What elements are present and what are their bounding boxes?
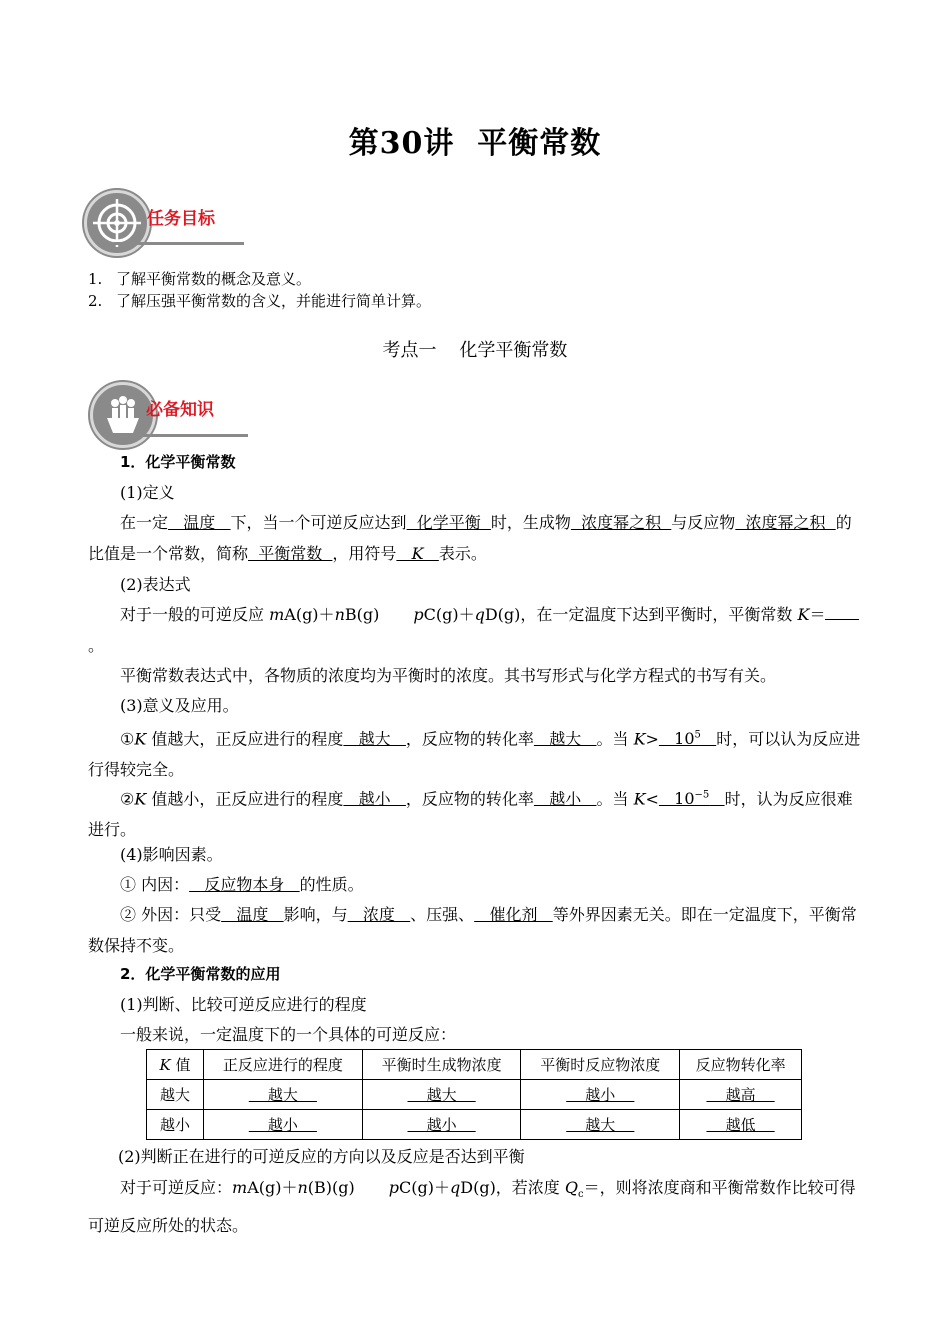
meaning-item-1: ①K 值越大，正反应进行的程度 越大 ，反应物的转化率 越大 。当 $K> 10^5$ 时，可以认为反应进行得较完全。 (88, 729, 861, 780)
badge-underline (114, 242, 244, 245)
application-1-heading: (1)判断、比较可逆反应进行的程度 (120, 995, 367, 1014)
factor-item-2: ② 外因：只受 温度 影响，与 浓度 、压强、 催化剂 等外界因素无关。即在一定温度下，平衡常数保持不变。 (88, 905, 857, 955)
application-1-intro: 一般来说，一定温度下的一个具体的可逆反应： (120, 1025, 457, 1044)
application-2-heading: (2)判断正在进行的可逆反应的方向以及反应是否达到平衡 (118, 1147, 525, 1166)
page-title: 第30讲 平衡常数 (348, 126, 602, 161)
table-cell: 越大 (204, 1080, 363, 1110)
goal-list (88, 268, 431, 312)
table-cell: 越大 (147, 1080, 204, 1110)
table-row (147, 1110, 802, 1140)
table-row (147, 1080, 802, 1110)
meaning-item-2: ②K 值越小，正反应进行的程度 越小 ，反应物的转化率 越小 。当 $K< 10^{-5}$ 时，认为反应很难进行。 (88, 789, 853, 840)
factor-item-1: ① 内因： 反应物本身 的性质。 (120, 875, 364, 894)
target-icon (84, 190, 150, 256)
table-header-cell: 平衡时反应物浓度 (521, 1050, 680, 1080)
table-cell: 越小 (362, 1110, 521, 1140)
section-title: 考点一 化学平衡常数 (382, 340, 568, 361)
table-cell: 越小 (521, 1080, 680, 1110)
table-cell: 越小 (204, 1110, 363, 1140)
table-header-cell: 平衡时生成物浓度 (362, 1050, 521, 1080)
definition-heading: (1)定义 (120, 483, 175, 502)
application-2-paragraph: 对于可逆反应：mA(g)＋n(B)(g) pC(g)＋qD(g)，若浓度 $Q_c=$，则将浓度商和平衡常数作比较可得可逆反应所处的状态。 (88, 1178, 856, 1236)
task-goal-badge (84, 190, 254, 265)
list-item: 1. 了解平衡常数的概念及意义。 (88, 270, 312, 288)
table-header-cell: K 值 (147, 1050, 204, 1080)
expression-paragraph: 对于一般的可逆反应 mA(g)＋nB(g) pC(g)＋qD(g)，在一定温度下达到平衡时，平衡常数 K＝。 (88, 599, 864, 661)
factor-heading: (4)影响因素。 (120, 845, 223, 864)
section-heading-1: 1．化学平衡常数 (120, 453, 236, 471)
knowledge-badge (90, 382, 260, 457)
expression-note: 平衡常数表达式中，各物质的浓度均为平衡时的浓度。其书写形式与化学方程式的书写有关。 (120, 666, 777, 685)
table-cell: 越高 (680, 1080, 802, 1110)
table-header-cell: 反应物转化率 (680, 1050, 802, 1080)
table-cell: 越大 (521, 1110, 680, 1140)
table-cell: 越小 (147, 1110, 204, 1140)
badge-underline (120, 434, 248, 437)
table-cell: 越低 (680, 1110, 802, 1140)
expression-heading: (2)表达式 (120, 575, 191, 594)
section-heading-2: 2．化学平衡常数的应用 (120, 965, 281, 983)
list-item: 2. 了解压强平衡常数的含义，并能进行简单计算。 (88, 292, 432, 310)
meaning-heading: (3)意义及应用。 (120, 696, 239, 715)
definition-paragraph: 在一定 温度 下，当一个可逆反应达到 化学平衡 时，生成物 浓度幂之积 与反应物 浓度幂之积 的比值是一个常数，简称 平衡常数 ，用符号 K 表示。 (88, 513, 852, 563)
table-header-cell: 正反应进行的程度 (204, 1050, 363, 1080)
task-goal-label: 任务目标 (147, 209, 215, 229)
knowledge-label: 必备知识 (146, 400, 214, 420)
table-header-row (147, 1050, 802, 1080)
table-cell: 越大 (362, 1080, 521, 1110)
k-value-table (146, 1049, 802, 1140)
